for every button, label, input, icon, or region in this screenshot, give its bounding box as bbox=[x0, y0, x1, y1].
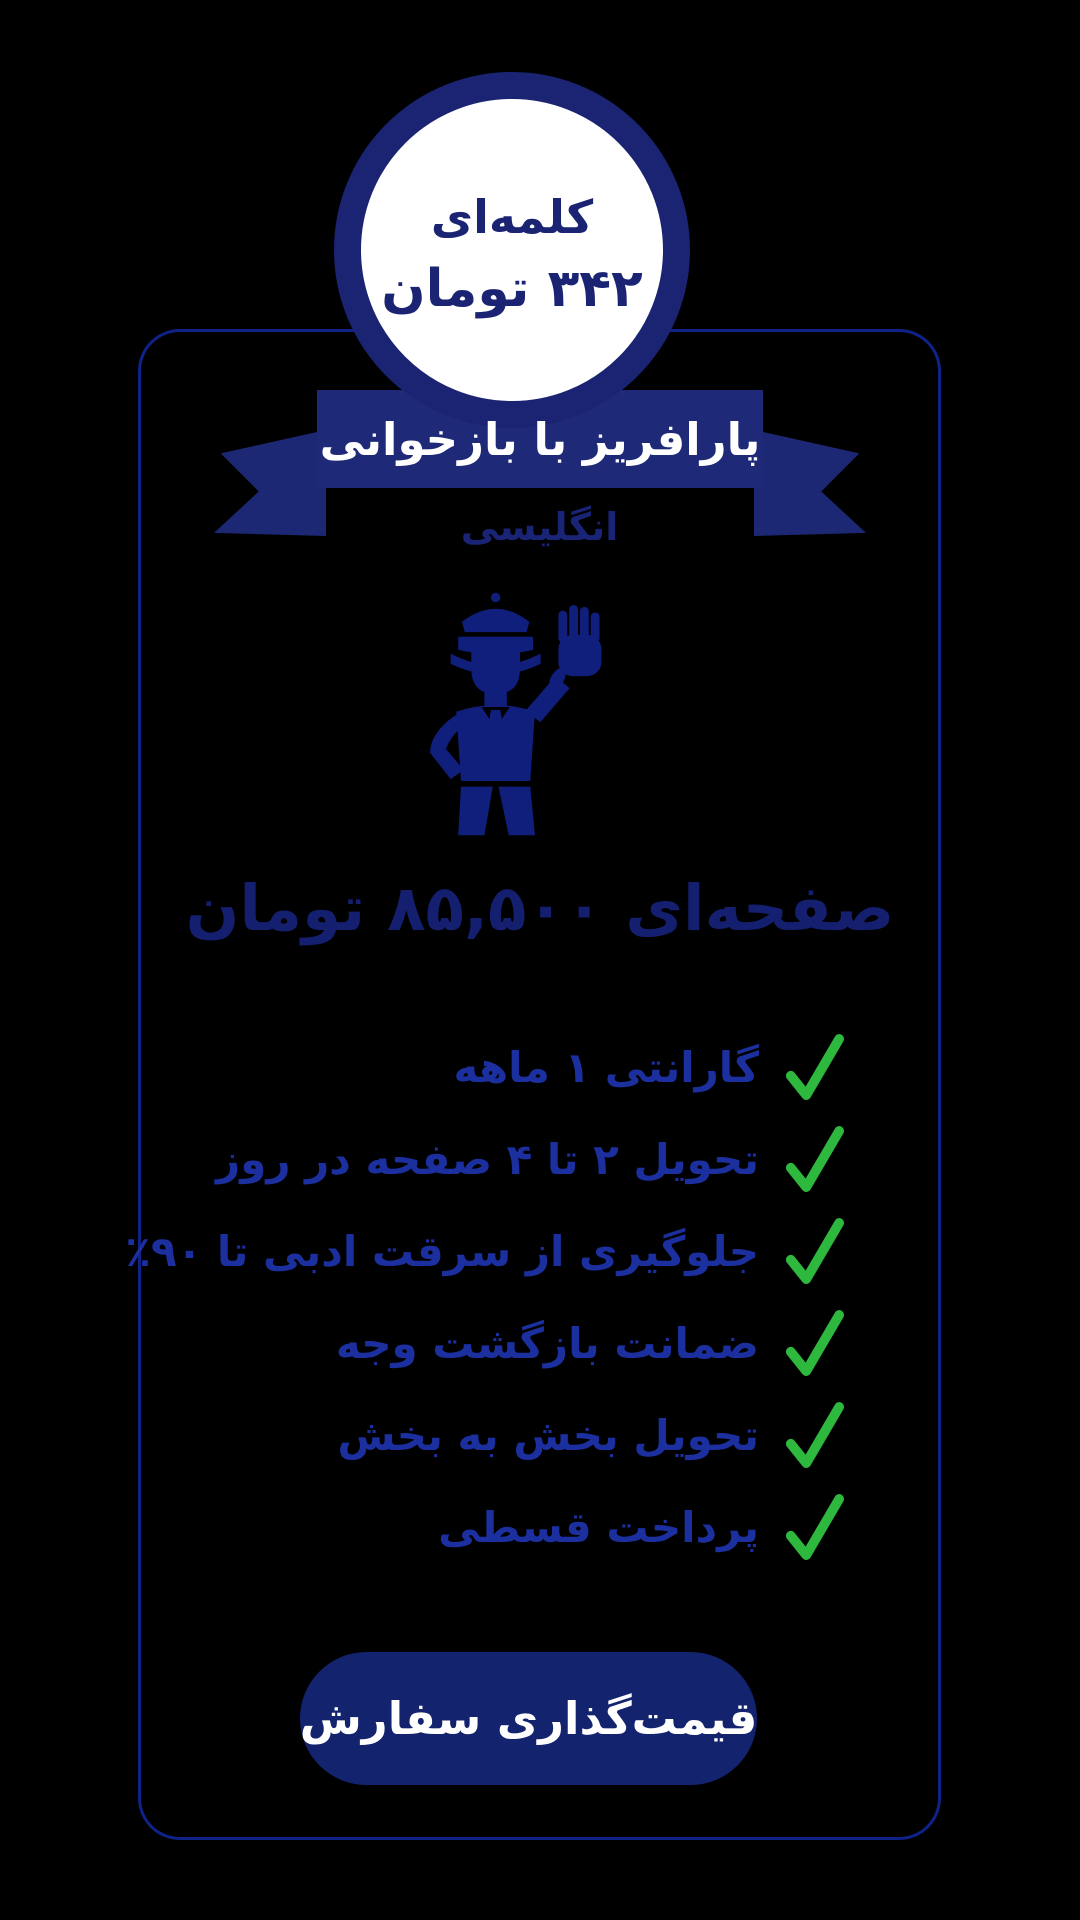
feature-row bbox=[138, 1298, 845, 1390]
language-label: انگلیسی bbox=[460, 505, 619, 549]
order-pricing-button[interactable]: قیمت‌گذاری سفارش bbox=[300, 1652, 757, 1785]
feature-label: تحویل بخش به بخش bbox=[337, 1411, 759, 1460]
feature-row bbox=[138, 1482, 845, 1574]
check-icon bbox=[783, 1493, 845, 1563]
feature-label: پرداخت قسطی bbox=[438, 1503, 759, 1552]
check-icon bbox=[783, 1033, 845, 1103]
badge-unit-label: کلمه‌ای bbox=[430, 190, 594, 245]
traffic-officer-icon bbox=[402, 588, 608, 841]
badge-unit-price: ۳۴۲ تومان bbox=[381, 258, 643, 319]
page-price: صفحه‌ای ۸۵,۵۰۰ تومان bbox=[185, 872, 895, 945]
feature-label: جلوگیری از سرقت ادبی تا ۹۰٪ bbox=[125, 1227, 759, 1276]
feature-row bbox=[138, 1022, 845, 1114]
feature-row bbox=[138, 1114, 845, 1206]
features-list bbox=[125, 1022, 845, 1574]
check-icon bbox=[783, 1309, 845, 1379]
feature-label: گارانتی ۱ ماهه bbox=[453, 1043, 759, 1092]
feature-label: ضمانت بازگشت وجه bbox=[335, 1319, 759, 1368]
check-icon bbox=[783, 1125, 845, 1195]
feature-label: تحویل ۲ تا ۴ صفحه در روز bbox=[216, 1135, 759, 1184]
feature-row bbox=[125, 1206, 845, 1298]
check-icon bbox=[783, 1217, 845, 1287]
ribbon-title: پارافریز با بازخوانی bbox=[319, 412, 761, 466]
check-icon bbox=[783, 1401, 845, 1471]
price-circle-badge bbox=[334, 72, 690, 428]
feature-row bbox=[138, 1390, 845, 1482]
